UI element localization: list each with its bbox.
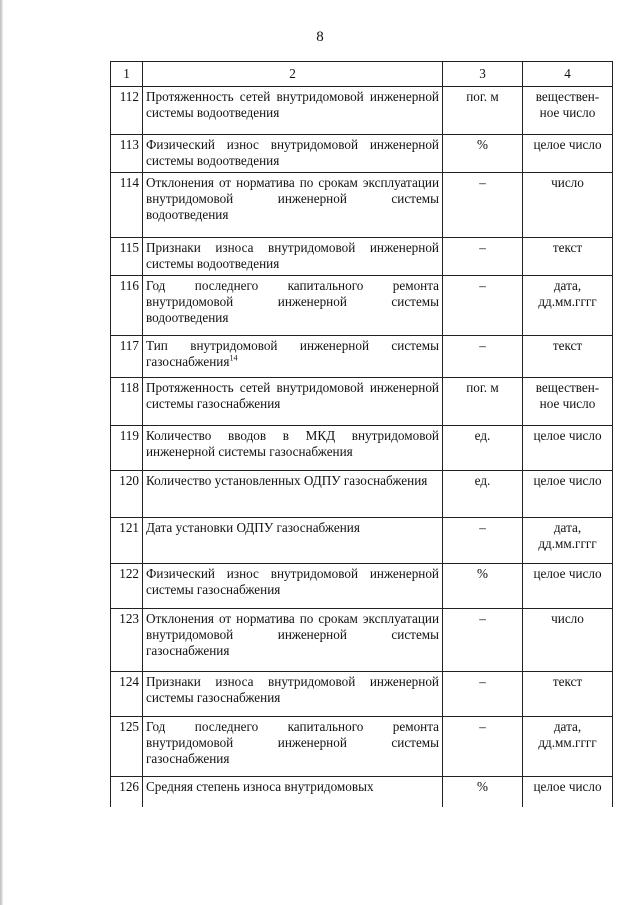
indicator-name (143, 672, 443, 717)
indicator-name (143, 471, 443, 518)
indicator-name-text: Физический износ внутридомовой инженерной системы газоснабжения (146, 566, 439, 597)
indicator-name (143, 135, 443, 173)
unit: ед. (443, 471, 523, 518)
data-type: дата, дд.мм.гггг (523, 717, 613, 777)
unit: – (443, 276, 523, 336)
data-type: целое число (523, 135, 613, 173)
indicator-name-text: Тип внутридомовой инженерной системы газоснабжения (146, 338, 439, 369)
data-type: веществен-ное число (523, 378, 613, 426)
table-row (111, 717, 613, 777)
indicator-name-text: Отклонения от норматива по срокам эксплуатации внутридомовой инженерной системы газоснабжения (146, 611, 439, 658)
indicator-name-text: Год последнего капитального ремонта внутридомовой инженерной системы газоснабжения (146, 719, 439, 766)
unit: – (443, 173, 523, 238)
unit: – (443, 717, 523, 777)
data-type: текст (523, 672, 613, 717)
unit: ед. (443, 426, 523, 471)
scan-edge (0, 0, 3, 905)
indicator-name (143, 336, 443, 378)
indicator-name-text: Признаки износа внутридомовой инженерной системы газоснабжения (146, 674, 439, 705)
indicator-name (143, 717, 443, 777)
table-row (111, 471, 613, 518)
data-type: веществен-ное число (523, 87, 613, 135)
indicator-name (143, 173, 443, 238)
data-type: дата, дд.мм.гггг (523, 276, 613, 336)
unit: – (443, 518, 523, 564)
row-number: 125 (111, 717, 143, 777)
row-number: 123 (111, 609, 143, 672)
unit: пог. м (443, 87, 523, 135)
indicator-name (143, 238, 443, 276)
table-row (111, 276, 613, 336)
indicator-name-text: Физический износ внутридомовой инженерной системы водоотведения (146, 137, 439, 168)
data-type: целое число (523, 777, 613, 807)
data-type: целое число (523, 426, 613, 471)
unit: % (443, 564, 523, 609)
indicator-name-text: Год последнего капитального ремонта внутридомовой инженерной системы водоотведения (146, 278, 439, 325)
table-row (111, 672, 613, 717)
data-type: число (523, 609, 613, 672)
indicator-name-text: Количество установленных ОДПУ газоснабжения (146, 473, 428, 488)
table-row (111, 378, 613, 426)
table-row (111, 135, 613, 173)
unit: – (443, 238, 523, 276)
row-number: 120 (111, 471, 143, 518)
indicator-name-text: Дата установки ОДПУ газоснабжения (146, 520, 360, 535)
indicator-name-text: Протяженность сетей внутридомовой инженерной системы водоотведения (146, 89, 439, 120)
data-type: дата, дд.мм.гггг (523, 518, 613, 564)
unit: % (443, 777, 523, 807)
row-number: 117 (111, 336, 143, 378)
row-number: 115 (111, 238, 143, 276)
indicator-name (143, 378, 443, 426)
row-number: 112 (111, 87, 143, 135)
indicator-name (143, 276, 443, 336)
table-row (111, 564, 613, 609)
unit: – (443, 672, 523, 717)
indicator-name-text: Протяженность сетей внутридомовой инженерной системы газоснабжения (146, 380, 439, 411)
unit: % (443, 135, 523, 173)
table-row (111, 426, 613, 471)
unit: – (443, 336, 523, 378)
row-number: 118 (111, 378, 143, 426)
header-col-1: 1 (111, 62, 143, 87)
row-number: 119 (111, 426, 143, 471)
row-number: 122 (111, 564, 143, 609)
row-number: 121 (111, 518, 143, 564)
data-type: целое число (523, 564, 613, 609)
indicator-name (143, 426, 443, 471)
indicator-name (143, 518, 443, 564)
unit: пог. м (443, 378, 523, 426)
registry-table (110, 61, 613, 807)
header-col-3: 3 (443, 62, 523, 87)
data-type: число (523, 173, 613, 238)
data-type: текст (523, 336, 613, 378)
data-type: целое число (523, 471, 613, 518)
unit: – (443, 609, 523, 672)
table-body (111, 87, 613, 807)
data-type: текст (523, 238, 613, 276)
indicator-name-text: Отклонения от норматива по срокам эксплуатации внутридомовой инженерной системы водоотведения (146, 175, 439, 222)
table-row (111, 609, 613, 672)
header-col-4: 4 (523, 62, 613, 87)
table-header-row (111, 62, 613, 87)
table-row (111, 518, 613, 564)
indicator-name (143, 87, 443, 135)
indicator-name (143, 609, 443, 672)
indicator-name (143, 777, 443, 807)
row-number: 113 (111, 135, 143, 173)
header-col-2: 2 (143, 62, 443, 87)
table-row (111, 777, 613, 807)
indicator-name (143, 564, 443, 609)
footnote-marker: 14 (229, 353, 238, 363)
table-row (111, 173, 613, 238)
table-row (111, 336, 613, 378)
row-number: 124 (111, 672, 143, 717)
indicator-name-text: Количество вводов в МКД внутридомовой инженерной системы газоснабжения (146, 428, 439, 459)
row-number: 116 (111, 276, 143, 336)
page-number: 8 (316, 29, 324, 45)
indicator-name-text: Средняя степень износа внутридомовых (146, 779, 374, 794)
table-row (111, 87, 613, 135)
indicator-name-text: Признаки износа внутридомовой инженерной системы водоотведения (146, 240, 439, 271)
row-number: 114 (111, 173, 143, 238)
row-number: 126 (111, 777, 143, 807)
table-row (111, 238, 613, 276)
